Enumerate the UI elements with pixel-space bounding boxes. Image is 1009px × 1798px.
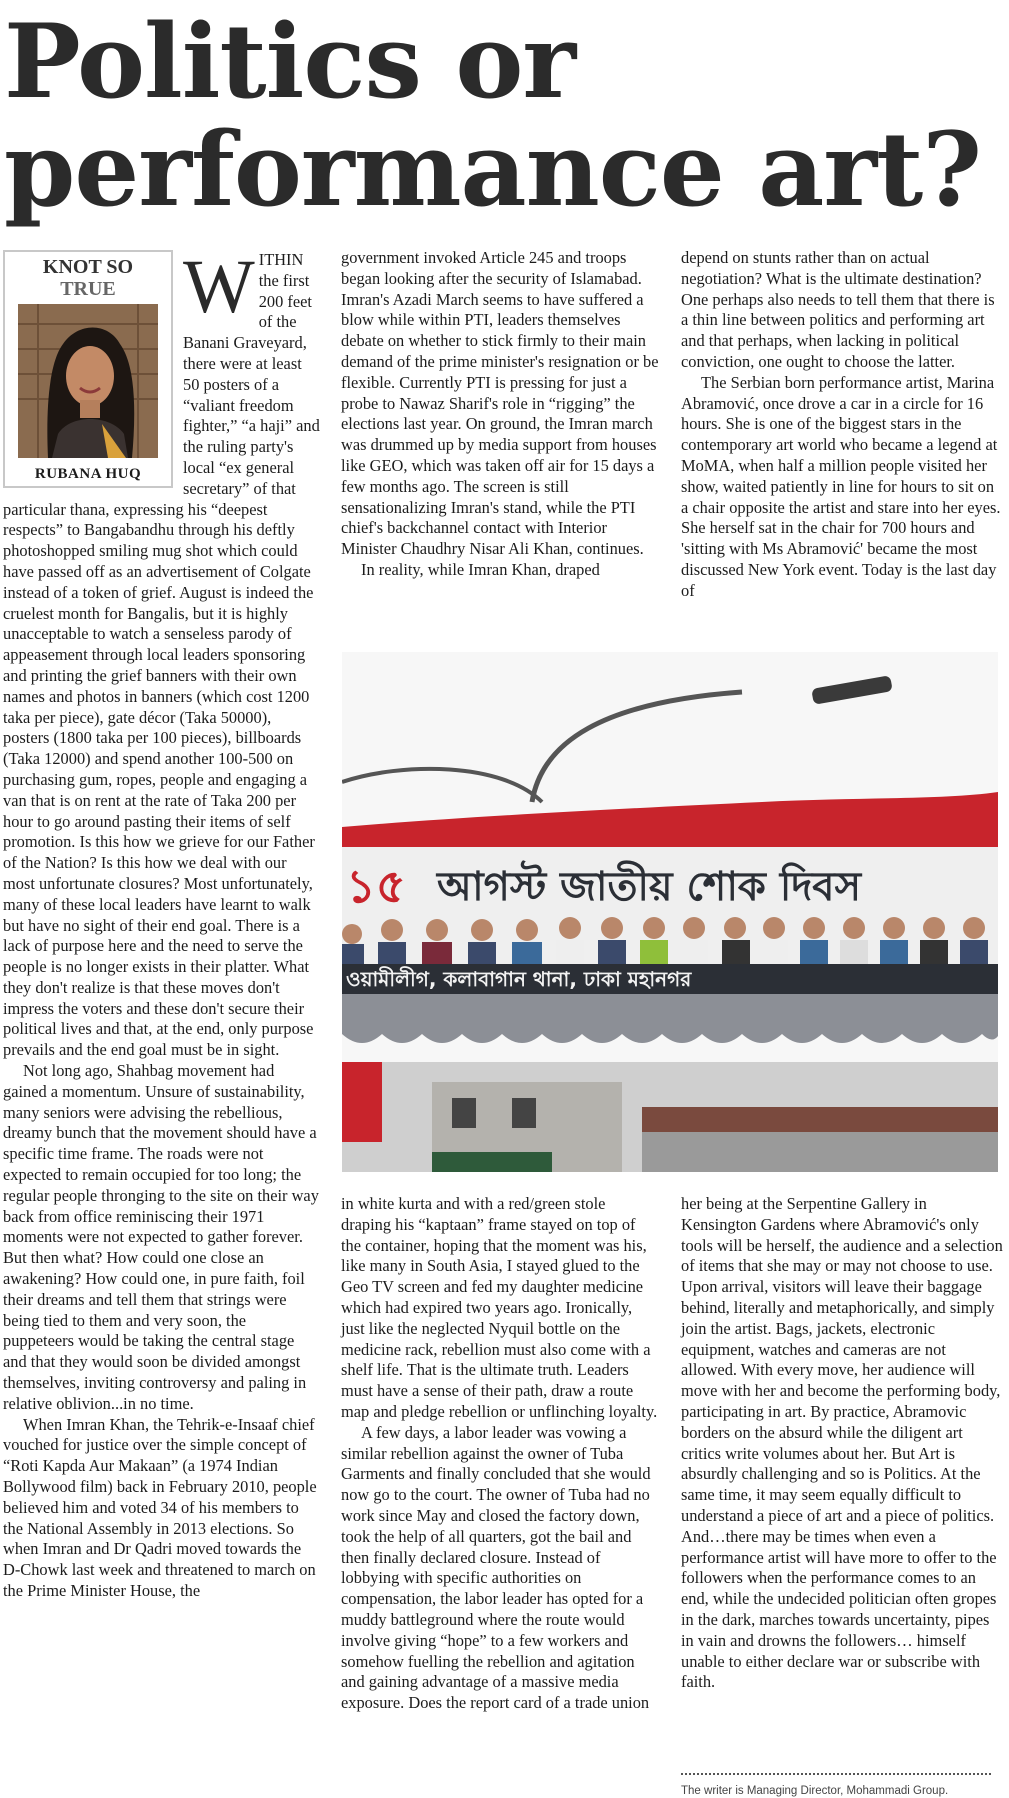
writer-note: The writer is Managing Director, Mohammadi Group. bbox=[681, 1785, 949, 1797]
paragraph: depend on stunts rather than on actual negotiation? What is the ultimate destination? One perhaps also needs to tell them that there is a thin line between politics and performing art and that perhaps, when lacking in political conviction, one ought to choose the latter. bbox=[681, 248, 995, 371]
author-portrait bbox=[18, 304, 158, 458]
paragraph: in white kurta and with a red/green stole draping his “kaptaan” frame stayed on top of the container, hoping that the moment was his, like many in South Asia, I stayed glued to the Geo TV screen and fed my daughter medicine which had expired two years ago. Ironically, just like the neglected Nyquil bottle on the medicine rack, rebellion must also come with a shelf life. That is the ultimate truth. Leaders must have a sense of their path, draw a route map and pledge rebellion or unflinching loyalty. bbox=[341, 1194, 658, 1421]
banner-subtext: ওয়ামীলীগ, কলাবাগান থানা, ঢাকা মহানগর bbox=[346, 967, 692, 991]
column-kicker-top: KNOT SO bbox=[42, 256, 134, 278]
column-1 bbox=[3, 245, 320, 1602]
paragraph: Not long ago, Shahbag movement had gained a momentum. Unsure of sustainability, many seniors were advising the rebellious, dreamy bunch that the movement should have a specific time frame. The roads were not expected to remain occupied for too long; the regular people thronging to the site on their way back from office reminiscing their 1971 moments were not expected to gather forever. But then what? How could one close an awakening? How could one, in pure faith, foil their dreams and tell them that strings were being tied to them and very soon, the puppeteers would be taking the central stage and that they would soon be divided amongst themselves, inviting controversy and paling in relative oblivion...in no time. bbox=[3, 1061, 319, 1413]
paragraph: ITHIN the first 200 feet of the Banani Graveyard, there were at least 50 posters of a “valiant freedom fighter,” “a haji” and the ruling party's local “ex general secretary” of that particular thana, expressing his “deepest respects” to Bangabandhu through his deftly photoshopped smiling mug shot which could have passed off as an advertisement of Colgate instead of a token of grief. August is indeed the cruelest month for Bangalis, but it is highly unacceptable to watch a senseless parody of appeasement through local leaders sponsoring and printing the grief banners with their own names and photos in banners (which cost 1200 taka per piece), gate décor (Taka 50000), posters (1800 taka per 100 pieces), billboards (Taka 12000) and spend another 100-500 on purchasing gum, ropes, people and engaging a van that is on rent at the rate of Taka 200 per hour to go around pasting their items of self promotion. Is this how we grieve for our Father of the Nation? Is this how we deal with our most unfortunate closures? Most unfortunately, many of these local leaders have learnt to walk but have no sight of their end goal. There is a lack of purpose here and the need to serve the people is no longer exists in their platter. What they don't realize is that these moves don't impress the voters and these don't secure their political lives and that, at the end, only purpose prevails and the end goal must be in sight. bbox=[3, 250, 320, 1060]
banner-photo bbox=[342, 652, 998, 1172]
banner-headline: আগস্ট জাতীয় শোক দিবস bbox=[437, 864, 861, 910]
byline-box bbox=[3, 250, 173, 488]
column-2-bottom bbox=[341, 1194, 659, 1714]
column-3-bottom bbox=[681, 1194, 1003, 1693]
headline-line-1: Politics or bbox=[4, 2, 576, 122]
paragraph: A few days, a labor leader was vowing a similar rebellion against the owner of Tuba Garments and finally concluded that she would now go to the court. The owner of Tuba had no work since May and closed the factory down, took the help of all quarters, got the bail and then finally declared closure. Instead of lobbying with specific authorities on compensation, the labor leader has opted for a muddy battleground where the route would involve giving “hope” to a few workers and somehow fuelling the rebellion and agitation and gaining advantage of a massive media exposure. Does the report card of a trade union bbox=[341, 1422, 651, 1713]
column-2-top bbox=[341, 248, 659, 581]
paragraph: government invoked Article 245 and troops began looking after the security of Islamabad. Imran's Azadi March seems to have suffered a blow while within PTI, leaders themselves debate on whether to stick firmly to their main demand of the prime minister's resignation or be flexible. Currently PTI is pressing for just a probe to Nawaz Sharif's role in “rigging” the elections last year. On ground, the Imran march was drummed up by media support from houses like GEO, which was taken off air for 15 days a few months ago. The screen is still sensationalizing Imran's stand, while the PTI chief's backchannel contact with Interior Minister Chaudhry Nisar Ali Khan, continues. bbox=[341, 248, 659, 559]
footnote-divider bbox=[681, 1773, 991, 1775]
paragraph: The Serbian born performance artist, Marina Abramović, once drove a car in a circle for 16 hours. She is one of the biggest stars in the contemporary art world who became a legend at MoMA, when half a million people visited her show, waited patiently in line for hours to sit on a chair opposite the artist and stare into her eyes. She herself sat in the chair for 700 hours and 'sitting with Ms Abramović' became the most discussed New York event. Today is the last day of bbox=[681, 372, 1001, 600]
author-name: RUBANA HUQ bbox=[34, 466, 142, 482]
paragraph: In reality, while Imran Khan, draped bbox=[361, 559, 600, 579]
headline bbox=[4, 2, 1004, 230]
paragraph: When Imran Khan, the Tehrik-e-Insaaf chief vouched for justice over the simple concept of “Roti Kapda Aur Makaan” (a 1974 Indian Bollywood film) back in February 2010, people believed him and voted 34 of his members to the National Assembly in 2013 elections. So when Imran and Dr Qadri moved towards the D-Chowk last week and threatened to march on the Prime Minister House, the bbox=[3, 1414, 317, 1600]
headline-line-2: performance art? bbox=[4, 110, 982, 230]
paragraph: her being at the Serpentine Gallery in Kensington Gardens where Abramović's only tools will be herself, the audience and a selection of items that she may or may not choose to use. Upon arrival, visitors will leave their baggage behind, literally and metaphorically, and simply join the artist. Bags, jackets, electronic equipment, watches and cameras are not allowed. With every move, her audience will move with her and become the performing body, participating in art. By practice, Abramovic borders on the absurd while the diligent art critics write volumes about her. But Art is absurdly challenging and so is Politics. At the same time, it may seem equally difficult to understand a piece of art and a piece of politics. And…there may be times when even a performance artist will have more to offer to the followers when the performance comes to an end, while the undecided politician often gropes in the dark, marches towards uncertainty, pipes in vain and drowns the followers… himself unable to either declare war or subscribe with faith. bbox=[681, 1194, 1003, 1692]
column-3-top bbox=[681, 248, 1003, 602]
banner-number: ১৫ bbox=[346, 859, 406, 913]
column-kicker-bottom: TRUE bbox=[60, 278, 116, 300]
drop-cap: W bbox=[183, 245, 255, 329]
